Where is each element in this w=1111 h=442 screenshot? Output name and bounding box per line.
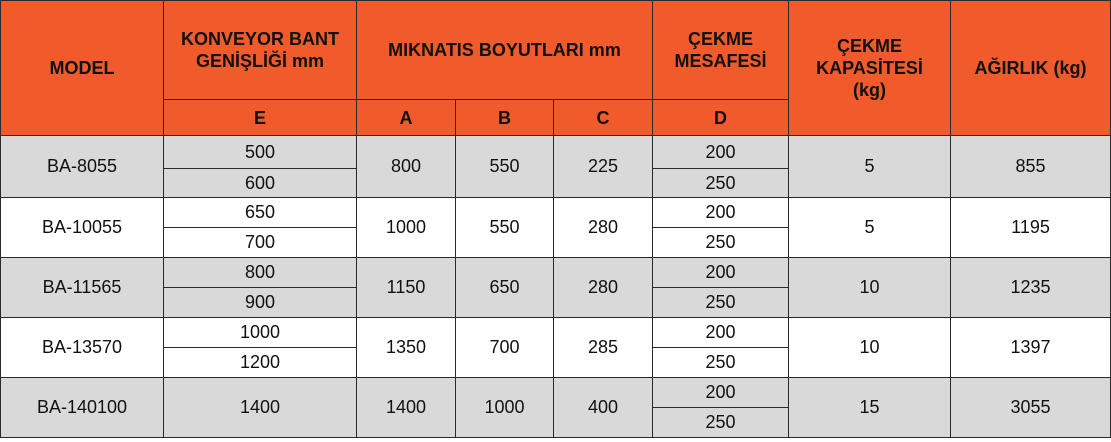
- cell-b: 550: [456, 136, 554, 198]
- cell-width: 1000: [164, 318, 357, 348]
- cell-weight: 1195: [951, 198, 1111, 258]
- subheader-c: C: [554, 100, 653, 136]
- cell-capacity: 5: [789, 198, 951, 258]
- header-weight: AĞIRLIK (kg): [951, 1, 1111, 136]
- cell-a: 1150: [357, 258, 456, 318]
- cell-distance: 200: [653, 378, 789, 408]
- cell-width: 900: [164, 288, 357, 318]
- header-conveyor-width: [164, 1, 357, 100]
- header-model: MODEL: [1, 1, 164, 136]
- cell-c: 225: [554, 136, 653, 198]
- subheader-d: D: [653, 100, 789, 136]
- cell-a: 1000: [357, 198, 456, 258]
- cell-weight: 1235: [951, 258, 1111, 318]
- table-row: [1, 136, 1111, 169]
- cell-a: 1400: [357, 378, 456, 438]
- table-row: [1, 198, 1111, 228]
- subheader-e: E: [164, 100, 357, 136]
- cell-b: 550: [456, 198, 554, 258]
- header-conveyor-width-label: KONVEYOR BANT GENİŞLİĞİ mm: [180, 29, 339, 71]
- cell-model: BA-8055: [1, 136, 164, 198]
- cell-distance: 250: [653, 408, 789, 438]
- cell-weight: 3055: [951, 378, 1111, 438]
- cell-distance: 250: [653, 228, 789, 258]
- cell-width: 500: [164, 136, 357, 169]
- cell-distance: 250: [653, 169, 789, 198]
- cell-capacity: 10: [789, 318, 951, 378]
- cell-width: 1400: [164, 378, 357, 438]
- cell-distance: 200: [653, 136, 789, 169]
- header-pull-distance: [653, 1, 789, 100]
- cell-a: 800: [357, 136, 456, 198]
- cell-width: 700: [164, 228, 357, 258]
- cell-distance: 200: [653, 198, 789, 228]
- header-pull-distance-label: ÇEKME MESAFESİ: [674, 29, 767, 71]
- cell-capacity: 15: [789, 378, 951, 438]
- cell-width: 1200: [164, 348, 357, 378]
- header-pull-capacity-label: ÇEKME KAPASİTESİ (kg): [816, 36, 923, 100]
- cell-weight: 1397: [951, 318, 1111, 378]
- header-magnet-dimensions: MIKNATIS BOYUTLARI mm: [357, 1, 653, 100]
- cell-width: 600: [164, 169, 357, 198]
- cell-distance: 200: [653, 318, 789, 348]
- cell-capacity: 5: [789, 136, 951, 198]
- cell-distance: 200: [653, 258, 789, 288]
- cell-c: 285: [554, 318, 653, 378]
- cell-model: BA-10055: [1, 198, 164, 258]
- cell-model: BA-11565: [1, 258, 164, 318]
- cell-model: BA-140100: [1, 378, 164, 438]
- cell-model: BA-13570: [1, 318, 164, 378]
- cell-width: 800: [164, 258, 357, 288]
- cell-c: 400: [554, 378, 653, 438]
- cell-width: 650: [164, 198, 357, 228]
- table-row: [1, 318, 1111, 348]
- subheader-a: A: [357, 100, 456, 136]
- cell-distance: 250: [653, 288, 789, 318]
- cell-b: 700: [456, 318, 554, 378]
- cell-capacity: 10: [789, 258, 951, 318]
- cell-b: 650: [456, 258, 554, 318]
- header-pull-capacity: [789, 1, 951, 136]
- subheader-b: B: [456, 100, 554, 136]
- table-row: [1, 378, 1111, 408]
- cell-distance: 250: [653, 348, 789, 378]
- cell-a: 1350: [357, 318, 456, 378]
- cell-b: 1000: [456, 378, 554, 438]
- cell-c: 280: [554, 258, 653, 318]
- table-row: [1, 258, 1111, 288]
- cell-weight: 855: [951, 136, 1111, 198]
- cell-c: 280: [554, 198, 653, 258]
